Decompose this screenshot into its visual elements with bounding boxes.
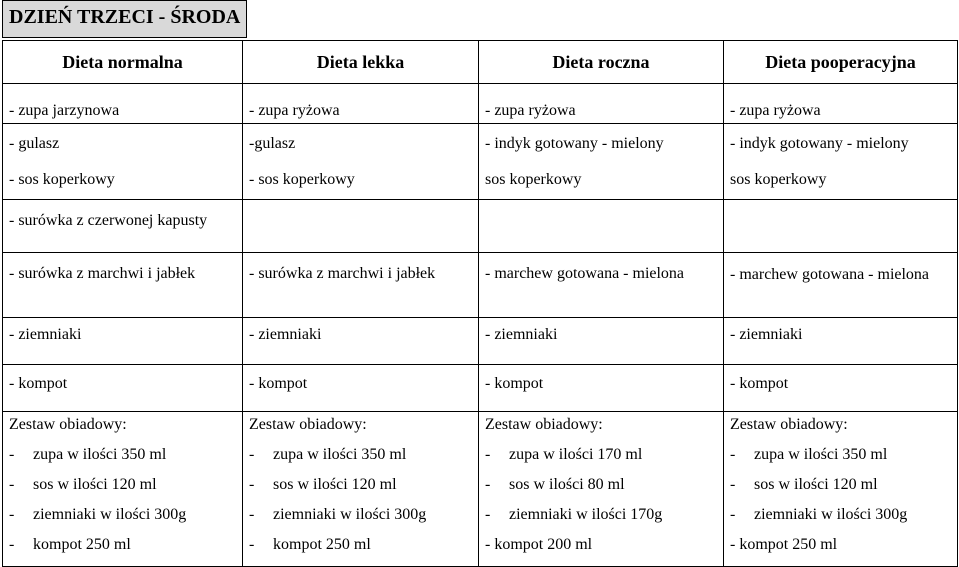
cell: - marchew gotowana - mielona [724, 253, 958, 318]
cell: - kompot [243, 365, 479, 412]
cell [479, 200, 724, 253]
day-title-box [2, 0, 247, 38]
menu-row-main [3, 124, 958, 168]
zestaw-cell: - kompot 200 ml [479, 536, 724, 567]
zestaw-cell: - kompot 250 ml [724, 536, 958, 567]
cell: - sos koperkowy [3, 167, 243, 200]
col-header-postop: Dieta pooperacyjna [724, 41, 958, 84]
cell: - zupa jarzynowa [3, 84, 243, 124]
cell: - surówka z czerwonej kapusty [3, 200, 243, 253]
menu-row-salad-cabbage [3, 200, 958, 253]
zestaw-label-row [3, 412, 958, 447]
cell: - zupa ryżowa [243, 84, 479, 124]
zestaw-cell: - ziemniaki w ilości 300g [243, 506, 479, 536]
zestaw-cell: - zupa w ilości 170 ml [479, 446, 724, 476]
zestaw-label: Zestaw obiadowy: [479, 412, 724, 447]
zestaw-row-soup [3, 446, 958, 476]
diet-menu-table [2, 40, 958, 567]
zestaw-cell: - zupa w ilości 350 ml [3, 446, 243, 476]
cell: - gulasz [3, 124, 243, 168]
zestaw-cell: - sos w ilości 120 ml [3, 476, 243, 506]
cell: - zupa ryżowa [724, 84, 958, 124]
col-header-normal: Dieta normalna [3, 41, 243, 84]
cell: - kompot [3, 365, 243, 412]
zestaw-label: Zestaw obiadowy: [3, 412, 243, 447]
cell: - zupa ryżowa [479, 84, 724, 124]
cell: sos koperkowy [724, 167, 958, 200]
cell: - sos koperkowy [243, 167, 479, 200]
zestaw-cell: - zupa w ilości 350 ml [243, 446, 479, 476]
col-header-annual: Dieta roczna [479, 41, 724, 84]
cell: sos koperkowy [479, 167, 724, 200]
cell: - ziemniaki [3, 318, 243, 365]
zestaw-cell: - ziemniaki w ilości 170g [479, 506, 724, 536]
cell: - kompot [479, 365, 724, 412]
day-title: DZIEŃ TRZECI - ŚRODA [9, 6, 241, 28]
cell: - marchew gotowana - mielona [479, 253, 724, 318]
cell: - surówka z marchwi i jabłek [243, 253, 479, 318]
header-row [3, 41, 958, 84]
cell: - indyk gotowany - mielony [479, 124, 724, 168]
zestaw-cell: - sos w ilości 120 ml [724, 476, 958, 506]
zestaw-cell: - ziemniaki w ilości 300g [724, 506, 958, 536]
cell [724, 200, 958, 253]
menu-row-sauce [3, 167, 958, 200]
zestaw-label: Zestaw obiadowy: [243, 412, 479, 447]
zestaw-cell: - kompot 250 ml [3, 536, 243, 567]
zestaw-row-compote [3, 536, 958, 567]
menu-row-salad-carrot [3, 253, 958, 318]
menu-row-potatoes [3, 318, 958, 365]
menu-row-soup [3, 84, 958, 124]
zestaw-cell: - sos w ilości 120 ml [243, 476, 479, 506]
cell: - surówka z marchwi i jabłek [3, 253, 243, 318]
col-header-light: Dieta lekka [243, 41, 479, 84]
cell: - ziemniaki [724, 318, 958, 365]
menu-row-compote [3, 365, 958, 412]
cell: - ziemniaki [243, 318, 479, 365]
cell: - indyk gotowany - mielony [724, 124, 958, 168]
zestaw-row-potatoes [3, 506, 958, 536]
cell [243, 200, 479, 253]
cell: - ziemniaki [479, 318, 724, 365]
cell: -gulasz [243, 124, 479, 168]
zestaw-cell: - sos w ilości 80 ml [479, 476, 724, 506]
zestaw-cell: - kompot 250 ml [243, 536, 479, 567]
cell: - kompot [724, 365, 958, 412]
zestaw-cell: - ziemniaki w ilości 300g [3, 506, 243, 536]
zestaw-row-sauce [3, 476, 958, 506]
zestaw-label: Zestaw obiadowy: [724, 412, 958, 447]
zestaw-cell: - zupa w ilości 350 ml [724, 446, 958, 476]
